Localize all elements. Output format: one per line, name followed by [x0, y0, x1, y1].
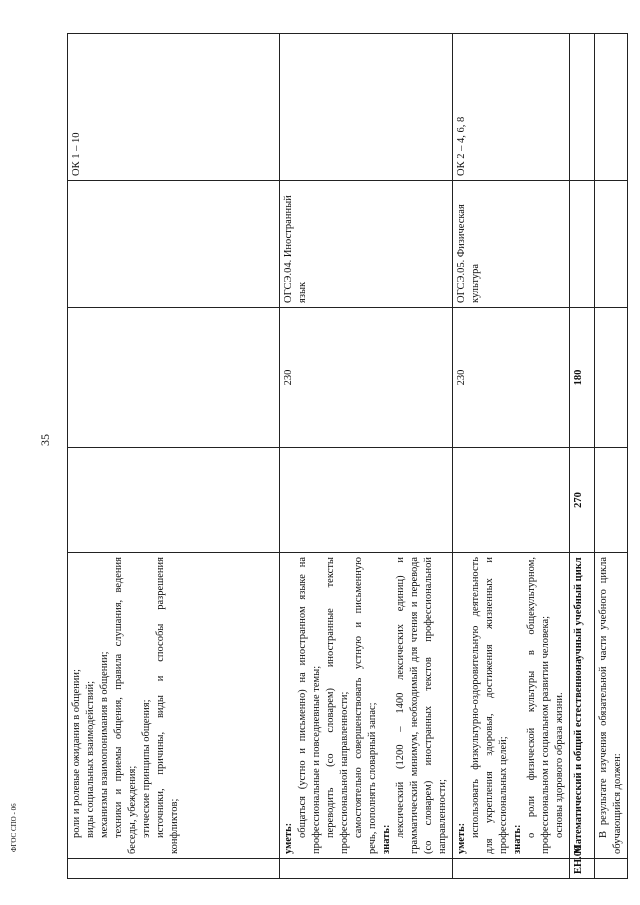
- content-line: самостоятельно совершенствовать устную и письменную речь, пополнять словарный запас;: [353, 557, 378, 854]
- cell-max-hours: 270: [570, 448, 595, 553]
- cell-content: [280, 553, 453, 859]
- content-line: использовать физкультурно-оздоровительную деятельность для укрепления здоровья, достижения жизненных и профессиональных целей;: [470, 557, 509, 854]
- content-line: лексический (1200 – 1400 лексических единиц) и грамматический минимум, необходимый для чтения и перевода (со словарем) иностранных текстов профессиональной направленности;: [395, 557, 448, 854]
- content-line: переводить (со словарем) иностранные тексты профессиональной направленности;: [325, 557, 350, 854]
- cell-discipline: ОГСЭ.05. Физическая культура: [453, 181, 570, 308]
- cell-content: [595, 553, 628, 859]
- content-line: механизмы взаимопонимания в общении;: [99, 651, 110, 838]
- cell-max-hours: [595, 448, 628, 553]
- cell-code: [595, 859, 628, 879]
- table-row: [68, 34, 280, 879]
- cell-competencies: ОК 1 – 10: [68, 34, 280, 181]
- cell-hours: 230: [280, 308, 453, 448]
- cell-competencies: [570, 34, 595, 181]
- table-row: [595, 34, 628, 879]
- content-line: общаться (устно и письменно) на иностранном языке на профессиональные и повседневные темы;: [297, 557, 322, 854]
- cell-competencies: [595, 34, 628, 181]
- cell-code: [68, 859, 280, 879]
- content-line: В результате изучения обязательной части учебного цикла обучающийся должен:: [598, 557, 623, 854]
- content-line: роли и ролевые ожидания в общении;: [71, 669, 82, 838]
- section-label: знать:: [381, 824, 392, 854]
- page-number: 35: [38, 434, 52, 446]
- cell-code: [453, 859, 570, 879]
- content-line: Математический и общий естественнонаучный учебный цикл: [573, 557, 584, 854]
- cell-code: ЕН.00: [570, 859, 595, 879]
- content-line: основы здорового образа жизни.: [554, 692, 565, 838]
- cell-hours: 230: [453, 308, 570, 448]
- content-line: этические принципы общения;: [141, 699, 152, 838]
- section-label: уметь:: [456, 822, 467, 854]
- cell-max-hours: [453, 448, 570, 553]
- cell-competencies: [280, 34, 453, 181]
- content-line: техники и приемы общения, правила слушания, ведения беседы, убеждения;: [113, 557, 138, 854]
- rotated-table-wrapper: [67, 34, 623, 879]
- cell-discipline: [68, 181, 280, 308]
- cell-hours: [68, 308, 280, 448]
- table-row: [280, 34, 453, 879]
- content-line: источники, причины, виды и способы разрешения конфликтов;: [155, 557, 180, 854]
- cell-max-hours: [280, 448, 453, 553]
- cell-content: [453, 553, 570, 859]
- cell-code: [280, 859, 453, 879]
- table-row: [570, 34, 595, 879]
- cell-discipline: [595, 181, 628, 308]
- cell-hours: [595, 308, 628, 448]
- section-label: уметь:: [283, 822, 294, 854]
- cell-discipline: [570, 181, 595, 308]
- content-line: виды социальных взаимодействий;: [85, 680, 96, 838]
- cell-content: [570, 553, 595, 859]
- section-label: знать:: [512, 824, 523, 854]
- page-footer: ФГОС СПО - 06: [10, 803, 18, 852]
- content-line: о роли физической культуры в общекультурном, профессиональном и социальном развитии человека;: [526, 557, 551, 854]
- table-row: [453, 34, 570, 879]
- cell-content: [68, 553, 280, 859]
- cell-max-hours: [68, 448, 280, 553]
- cell-competencies: ОК 2 – 4, 6, 8: [453, 34, 570, 181]
- cell-discipline: ОГСЭ.04. Иностранный язык: [280, 181, 453, 308]
- cell-hours: 180: [570, 308, 595, 448]
- curriculum-table: [67, 33, 628, 879]
